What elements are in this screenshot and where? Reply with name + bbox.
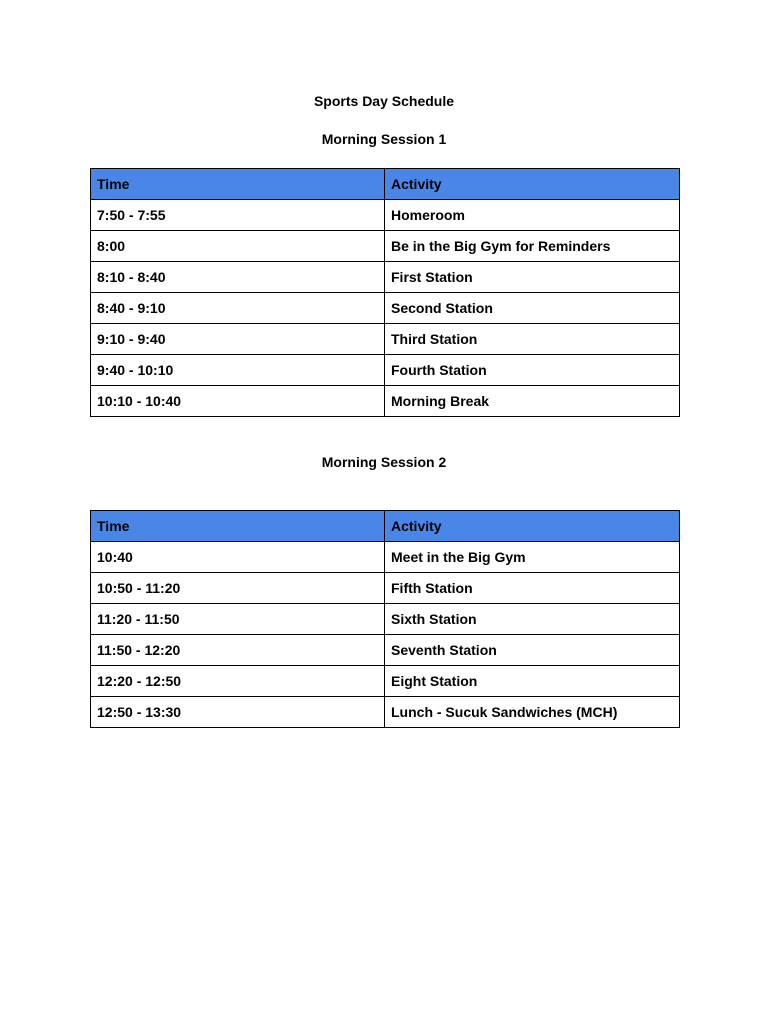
time-cell: 12:50 - 13:30 bbox=[91, 697, 385, 728]
table-row bbox=[91, 231, 680, 262]
table-header-row bbox=[91, 511, 680, 542]
time-cell: 9:40 - 10:10 bbox=[91, 355, 385, 386]
column-header-activity: Activity bbox=[385, 511, 680, 542]
time-cell: 8:00 bbox=[91, 231, 385, 262]
time-cell: 11:50 - 12:20 bbox=[91, 635, 385, 666]
activity-cell: Meet in the Big Gym bbox=[385, 542, 680, 573]
time-cell: 7:50 - 7:55 bbox=[91, 200, 385, 231]
time-cell: 10:50 - 11:20 bbox=[91, 573, 385, 604]
table-row bbox=[91, 200, 680, 231]
table-row bbox=[91, 293, 680, 324]
time-cell: 11:20 - 11:50 bbox=[91, 604, 385, 635]
activity-cell: Sixth Station bbox=[385, 604, 680, 635]
activity-cell: Fourth Station bbox=[385, 355, 680, 386]
schedule-table-session-2 bbox=[90, 510, 680, 728]
table-row bbox=[91, 635, 680, 666]
time-cell: 10:10 - 10:40 bbox=[91, 386, 385, 417]
schedule-table-session-1 bbox=[90, 168, 680, 417]
table-row bbox=[91, 666, 680, 697]
table-row bbox=[91, 573, 680, 604]
table-header-row bbox=[91, 169, 680, 200]
session-heading: Morning Session 1 bbox=[321, 131, 447, 147]
time-cell: 8:10 - 8:40 bbox=[91, 262, 385, 293]
table-row bbox=[91, 386, 680, 417]
activity-cell: Lunch - Sucuk Sandwiches (MCH) bbox=[385, 697, 680, 728]
activity-cell: Fifth Station bbox=[385, 573, 680, 604]
activity-cell: Be in the Big Gym for Reminders bbox=[385, 231, 680, 262]
activity-cell: Morning Break bbox=[385, 386, 680, 417]
session-heading: Morning Session 2 bbox=[321, 454, 447, 470]
activity-cell: Homeroom bbox=[385, 200, 680, 231]
table-row bbox=[91, 355, 680, 386]
column-header-time: Time bbox=[91, 169, 385, 200]
time-cell: 9:10 - 9:40 bbox=[91, 324, 385, 355]
table-row bbox=[91, 324, 680, 355]
time-cell: 8:40 - 9:10 bbox=[91, 293, 385, 324]
activity-cell: Seventh Station bbox=[385, 635, 680, 666]
time-cell: 12:20 - 12:50 bbox=[91, 666, 385, 697]
table-row bbox=[91, 604, 680, 635]
activity-cell: Second Station bbox=[385, 293, 680, 324]
page-title: Sports Day Schedule bbox=[313, 93, 455, 109]
column-header-activity: Activity bbox=[385, 169, 680, 200]
activity-cell: Third Station bbox=[385, 324, 680, 355]
column-header-time: Time bbox=[91, 511, 385, 542]
activity-cell: Eight Station bbox=[385, 666, 680, 697]
table-row bbox=[91, 542, 680, 573]
time-cell: 10:40 bbox=[91, 542, 385, 573]
activity-cell: First Station bbox=[385, 262, 680, 293]
table-row bbox=[91, 262, 680, 293]
table-row bbox=[91, 697, 680, 728]
